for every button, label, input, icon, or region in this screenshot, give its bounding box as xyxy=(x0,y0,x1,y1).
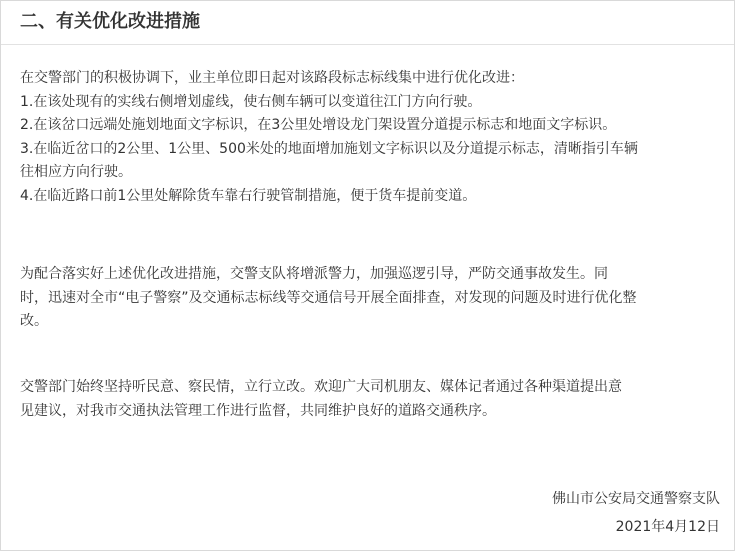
measures-intro: 在交警部门的积极协调下，业主单位即日起对该路段标志标线集中进行优化改进： xyxy=(20,70,524,86)
measure-item-3-line-2: 往相应方向行驶。 xyxy=(20,164,132,180)
signature-date: 2021年4月12日 xyxy=(615,519,720,535)
section-heading xyxy=(1,1,734,45)
enforcement-line-2: 时，迅速对全市“电子警察”及交通标志标线等交通信号开展全面排查，对发现的问题及时进行优化整 xyxy=(20,289,637,306)
enforcement-paragraph xyxy=(20,263,720,334)
feedback-line-1: 交警部门始终坚持听民意、察民情，立行立改。欢迎广大司机朋友、媒体记者通过各种渠道提出意 xyxy=(20,379,622,395)
signature-organization: 佛山市公安局交通警察支队 xyxy=(552,491,720,507)
measure-item-1: 1.在该处现有的实线右侧增划虚线，使右侧车辆可以变道往江门方向行驶。 xyxy=(20,93,482,110)
enforcement-line-1: 为配合落实好上述优化改进措施，交警支队将增派警力，加强巡逻引导，严防交通事故发生。同 xyxy=(20,266,608,282)
measure-item-4: 4.在临近路口前1公里处解除货车靠右行驶管制措施，便于货车提前变道。 xyxy=(20,187,477,204)
measure-item-2: 2.在该岔口远端处施划地面文字标识，在3公里处增设龙门架设置分道提示标志和地面文字标识。 xyxy=(20,117,617,133)
enforcement-line-3: 改。 xyxy=(20,313,48,329)
measures-paragraph xyxy=(20,67,720,208)
section-title: 二、有关优化改进措施 xyxy=(20,11,200,32)
measure-item-3-line-1: 3.在临近岔口的2公里、1公里、500米处的地面增加施划文字标识以及分道提示标志，清晰指引车辆 xyxy=(20,140,638,157)
feedback-line-2: 见建议，对我市交通执法管理工作进行监督，共同维护良好的道路交通秩序。 xyxy=(20,402,496,419)
feedback-paragraph xyxy=(20,376,720,423)
